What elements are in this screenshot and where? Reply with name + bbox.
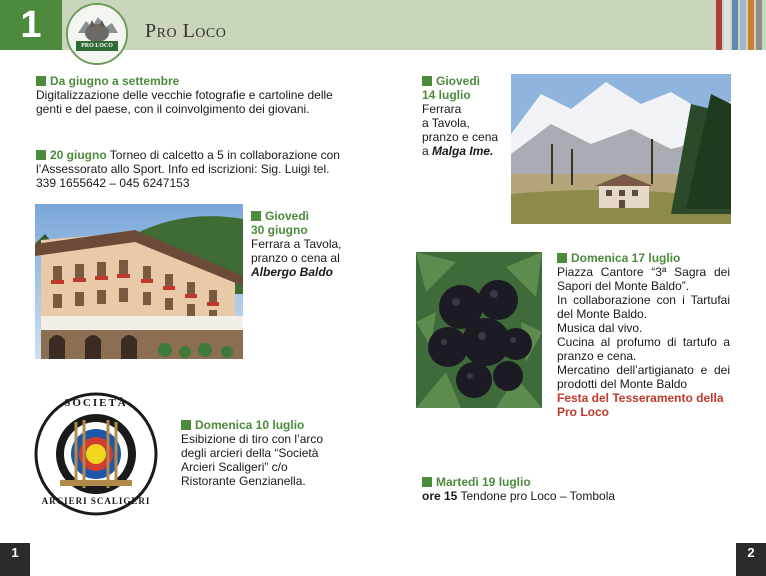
bullet-square [251,211,261,221]
color-stripes [716,0,762,50]
event-place: Malga Ime. [432,144,494,158]
malga-ime-photo [511,74,731,224]
stripe [740,0,746,50]
truffles-photo [416,252,542,408]
page-header [0,0,766,50]
bullet-square [36,150,46,160]
event-text: In collaborazione con i Tartufai del Monte Baldo. [557,293,730,321]
chapter-number: 1 [0,0,62,50]
event-heading-date: 30 giugno [251,223,308,237]
event-time: ore 15 [422,489,458,503]
event-text: Piazza Cantore “3ª Sagra dei Sapori del Monte Baldo”. [557,265,730,293]
event-june-30 [251,209,361,279]
event-heading-date: 14 luglio [422,88,471,102]
event-line: pranzo e cena [422,130,499,144]
event-heading-day: Giovedì [436,74,481,88]
event-text: Cucina al profumo di tartufo a pranzo e cena. [557,335,730,363]
event-june-september [36,74,350,116]
page-number-right: 2 [736,543,766,576]
event-line: pranzo o cena al [251,251,340,265]
event-heading-day: Giovedì [265,209,310,223]
event-july-10 [181,418,341,488]
stripe [724,0,730,50]
archery-logo-bottom-text: ARCIERI SCALIGERI [41,496,151,506]
event-line: Ferrara [422,102,462,116]
pro-loco-logo [66,3,128,65]
event-place: Albergo Baldo [251,265,334,279]
page-title: Pro Loco [145,20,227,42]
event-heading: Domenica 10 luglio [195,418,305,432]
archery-logo-top-text: SOCIETÀ [64,397,128,409]
albergo-baldo-photo [35,204,243,359]
stripe [748,0,754,50]
event-text: Musica dal vivo. [557,321,643,335]
event-highlight: Festa del Tesseramento della Pro Loco [557,391,724,419]
logo-label: PRO LOCO [81,43,113,49]
page-number-left: 1 [0,543,30,576]
event-text: Torneo di calcetto a 5 in collaborazione con l’Assessorato allo Sport. Info ed iscrizioni: Sig. Luigi tel. 339 1655642 – 045 6247153 [36,148,340,190]
event-heading: Da giugno a settembre [50,74,180,88]
bullet-square [36,76,46,86]
event-text: Digitalizzazione delle vecchie fotografie e cartoline delle genti e del paese, con il coinvolgimento dei giovani. [36,88,333,116]
event-june-20 [36,148,350,190]
stripe [732,0,738,50]
event-text: Esibizione di tiro con l’arco degli arcieri della “Società Arcieri Scaligeri” c/o Ristorante Genzianella. [181,432,324,488]
bullet-square [422,477,432,487]
event-line: a Tavola, [422,116,470,130]
stripe [716,0,722,50]
bullet-square [422,76,432,86]
event-july-17 [557,251,730,419]
event-heading: 20 giugno [50,148,107,162]
event-line: a [422,144,433,158]
stripe [756,0,762,50]
event-july-19 [422,475,652,503]
event-line: Ferrara a Tavola, [251,237,342,251]
event-july-14 [422,74,508,158]
event-heading: Domenica 17 luglio [571,251,681,265]
bullet-square [181,420,191,430]
event-text: Mercatino dell’artigianato e dei prodotti del Monte Baldo [557,363,730,391]
archery-society-logo [34,392,158,516]
event-text: Tendone pro Loco – Tombola [457,489,616,503]
bullet-square [557,253,567,263]
event-heading: Martedì 19 luglio [436,475,531,489]
